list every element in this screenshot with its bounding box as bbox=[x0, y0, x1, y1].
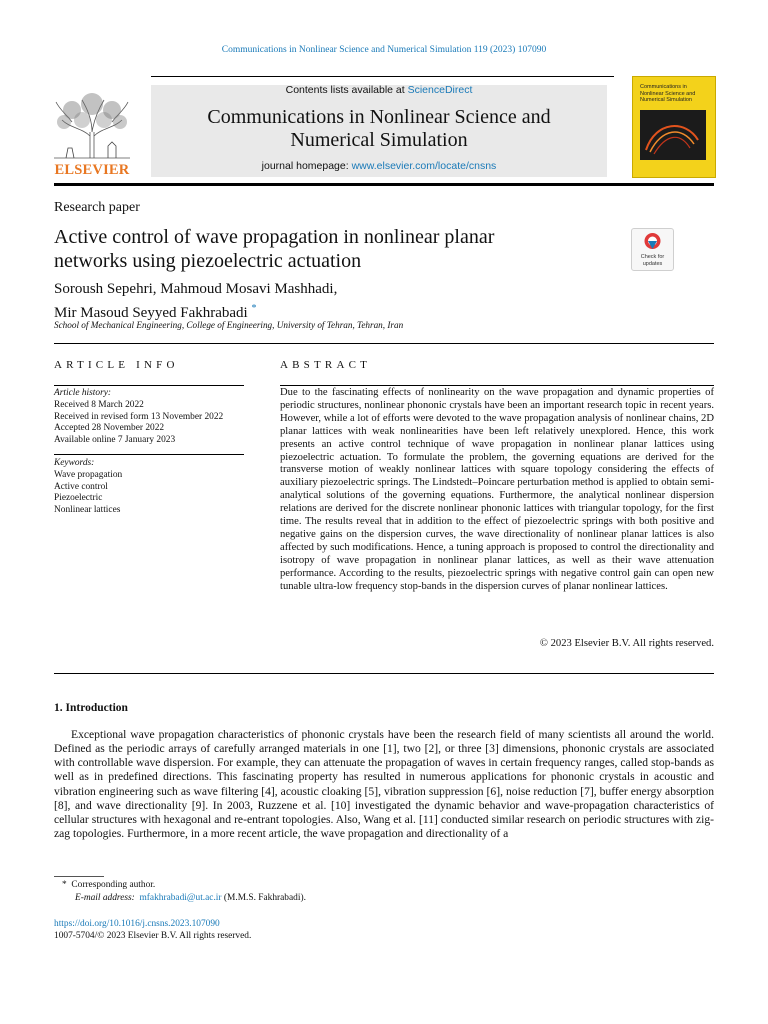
check-for-updates-badge[interactable] bbox=[631, 228, 674, 271]
intro-paragraph: Exceptional wave propagation characteristics of phononic crystals have been the research field of many scientists all around the world. Defined as the periodic arrays of carefully arranged materials in one [1], two [2], or three [3] dimensions, phononic crystals are associated with controllable wave dispersion. For example, they can attenuate the propagation of waves in certain frequency ranges, called stop-bands as well as in predefined directions. This fascinating property has resulted in numerous applications for phononic crystals in acoustic and vibration engineering such as wave filtering [4], acoustic cloaking [5], vibration suppression [6], noise reduction [7], buffer energy absorption [8], and wave directionality [9]. In 2003, Ruzzene et al. [10] investigated the dynamic behavior and wave-propagation characteristics of cellular structures with hexagonal and re-entrant topologies. Also, Wang et al. [11] conducted similar research on periodic structures with zig-zag topologies. Furthermore, in a more recent article, the wave propagation and directionality of a bbox=[54, 728, 714, 841]
footnote-email bbox=[75, 892, 306, 905]
history-revised: Received in revised form 13 November 2022 bbox=[54, 411, 224, 422]
keywords bbox=[54, 458, 244, 517]
paper-title bbox=[54, 225, 614, 273]
authors-line-1: Soroush Sepehri, Mahmoud Mosavi Mashhadi, bbox=[54, 281, 338, 297]
email-label: E-mail address: bbox=[75, 893, 135, 903]
footnote-corresponding bbox=[62, 879, 155, 892]
header-thick-rule bbox=[54, 183, 714, 186]
affiliation: School of Mechanical Engineering, College of Engineering, University of Tehran, Tehran, Iran bbox=[54, 320, 404, 330]
authors-line-2: Mir Masoud Seyyed Fakhrabadi bbox=[54, 305, 248, 321]
keywords-label: Keywords: bbox=[54, 458, 95, 468]
homepage-prefix: journal homepage: bbox=[261, 160, 352, 172]
issn-line: 1007-5704/© 2023 Elsevier B.V. All rights reserved. bbox=[54, 931, 252, 941]
journal-homepage-line bbox=[151, 160, 607, 172]
article-info-rule bbox=[54, 385, 244, 386]
corresponding-author-marker[interactable]: * bbox=[251, 303, 257, 314]
keyword-item: Wave propagation bbox=[54, 469, 123, 480]
paper-title-line-1: Active control of wave propagation in nonlinear planar bbox=[54, 226, 495, 248]
introduction-body bbox=[54, 728, 714, 841]
keyword-item: Active control bbox=[54, 481, 108, 492]
keyword-item: Nonlinear lattices bbox=[54, 505, 121, 516]
badge-line-1: Check for bbox=[640, 254, 665, 260]
journal-reference[interactable]: Communications in Nonlinear Science and Numerical Simulation 119 (2023) 107090 bbox=[221, 45, 547, 55]
history-accepted: Accepted 28 November 2022 bbox=[54, 423, 165, 434]
abstract-text: Due to the fascinating effects of nonlinearity on the wave propagation and dynamic properties of periodic structures, nonlinear phononic crystals have been an important research topic in recent years. However, while a lot of efforts were devoted to the wave propagation analysis of nonlinear chains, 2D planar lattices with weak nonlinearities have been left relatively unexplored. Hence, this work presents an active control technique of wave propagation in nonlinear planar lattices using piezoelectric actuation. To formulate the problem, the governing equations are derived for the transverse motion of weakly nonlinear lattices with square topology considering the effects of auxiliary piezoelectric springs. The Lindstedt–Poincare perturbation method is applied to obtain semi-analytical solutions of the governing equations. Furthermore, the analytical nonlinear dispersion relations are derived for the discrete nonlinear phononic lattices with triangular topology, for the first time. The results reveal that in addition to the effect of piezoelectric springs with both positive and negative gains on the dispersion curves, the wave directionality of nonlinear planar lattices is also affected by such modifications. Hence, a tuning approach is proposed to control the directionality and isotropy of wave propagation in nonlinear planar lattices, as well as their wave attenuation performance. According to the results, piezoelectric springs with negative control gain can open new tunable ultra-low frequency stop-bands in the dispersion curves of planar nonlinear lattices. bbox=[280, 387, 714, 592]
article-history bbox=[54, 388, 249, 447]
header-top-rule bbox=[151, 76, 614, 77]
contents-line bbox=[151, 84, 607, 96]
keywords-rule bbox=[54, 454, 244, 455]
sciencedirect-link[interactable]: ScienceDirect bbox=[407, 84, 473, 96]
publisher-wordmark: ELSEVIER bbox=[54, 162, 130, 178]
paper-title-line-2: networks using piezoelectric actuation bbox=[54, 250, 362, 272]
footnote-mark: * bbox=[62, 880, 67, 890]
history-received: Received 8 March 2022 bbox=[54, 399, 144, 410]
doi-link[interactable]: https://doi.org/10.1016/j.cnsns.2023.107090 bbox=[54, 919, 220, 929]
keyword-item: Piezoelectric bbox=[54, 493, 103, 504]
journal-title bbox=[151, 106, 607, 152]
footnote-rule bbox=[54, 876, 104, 877]
abstract-heading: ABSTRACT bbox=[280, 359, 372, 371]
badge-line-2: updates bbox=[642, 260, 663, 267]
author-list bbox=[54, 280, 337, 323]
history-label: Article history: bbox=[54, 388, 112, 398]
article-info-heading: ARTICLE INFO bbox=[54, 359, 179, 371]
abstract-copyright: © 2023 Elsevier B.V. All rights reserved. bbox=[539, 638, 714, 649]
email-link[interactable]: mfakhrabadi@ut.ac.ir bbox=[139, 893, 222, 903]
section-heading-introduction: 1. Introduction bbox=[54, 702, 128, 714]
affiliation-rule bbox=[54, 343, 714, 344]
journal-title-line-2: Numerical Simulation bbox=[290, 129, 468, 151]
paper-type: Research paper bbox=[54, 200, 140, 215]
corresponding-author-label: Corresponding author. bbox=[71, 880, 156, 890]
cover-title: Communications in Nonlinear Science and Numerical Simulation bbox=[640, 84, 696, 103]
abstract-rule bbox=[280, 385, 714, 386]
contents-prefix: Contents lists available at bbox=[285, 84, 408, 96]
homepage-link[interactable]: www.elsevier.com/locate/cnsns bbox=[351, 160, 497, 172]
journal-title-line-1: Communications in Nonlinear Science and bbox=[207, 106, 551, 128]
email-owner: (M.M.S. Fakhrabadi). bbox=[223, 893, 306, 903]
history-online: Available online 7 January 2023 bbox=[54, 435, 176, 446]
abstract-bottom-rule bbox=[54, 673, 714, 674]
